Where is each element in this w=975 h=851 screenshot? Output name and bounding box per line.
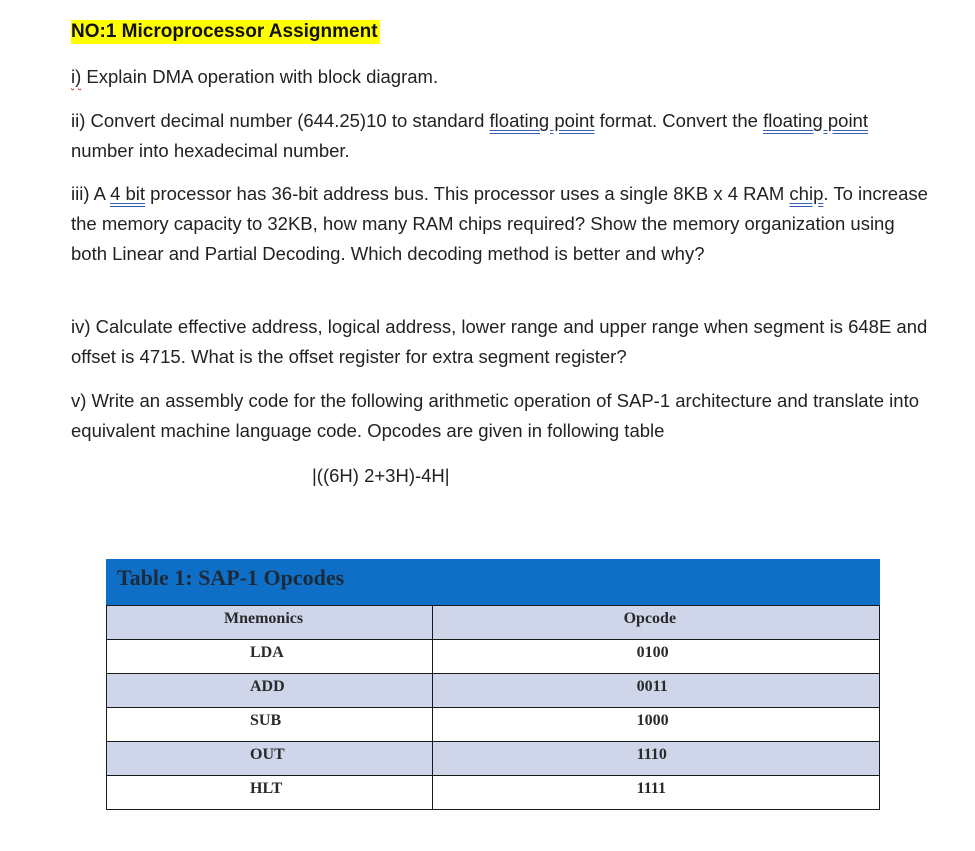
- table-header-row: [107, 606, 880, 640]
- question-4: iv) Calculate effective address, logical address, lower range and upper range when segment is 648E and offset is 4715. What is the offset register for extra segment register?: [71, 316, 928, 367]
- question-2-text-c: number into hexadecimal number.: [71, 140, 350, 161]
- table-row: [107, 708, 880, 742]
- question-1-text: Explain DMA operation with block diagram.: [81, 66, 439, 87]
- question-3-text-b: processor has 36-bit address bus. This processor uses a single 8KB x 4 RAM: [145, 183, 790, 204]
- table-row: [107, 640, 880, 674]
- question-2-text-a: ii) Convert decimal number (644.25)10 to standard: [71, 110, 490, 131]
- formula: |((6H) 2+3H)-4H|: [312, 465, 450, 486]
- question-2-term-a: floating point: [489, 110, 595, 131]
- question-5: v) Write an assembly code for the following arithmetic operation of SAP-1 architecture and translate into equivalent machine language code. Opcodes are given in following table: [71, 390, 919, 441]
- document-title: NO:1 Microprocessor Assignment: [71, 21, 378, 42]
- opcode-cell: 0011: [432, 674, 879, 708]
- question-2-term-b: floating point: [763, 110, 868, 131]
- header-opcode: Opcode: [432, 606, 879, 640]
- header-mnemonics: Mnemonics: [107, 606, 433, 640]
- question-3-term-b: chip: [789, 183, 824, 204]
- question-1: [71, 62, 931, 92]
- question-3-term-a: 4 bit: [110, 183, 146, 204]
- table-caption: Table 1: SAP-1 Opcodes: [106, 559, 880, 605]
- mnemonic-cell: HLT: [107, 776, 433, 810]
- table-row: [107, 742, 880, 776]
- opcode-cell: 1111: [432, 776, 879, 810]
- table-row: [107, 674, 880, 708]
- opcode-cell: 1000: [432, 708, 879, 742]
- table-row: [107, 776, 880, 810]
- mnemonic-cell: OUT: [107, 742, 433, 776]
- question-2-text-b: format. Convert the: [594, 110, 764, 131]
- mnemonic-cell: SUB: [107, 708, 433, 742]
- opcode-cell: 1110: [432, 742, 879, 776]
- question-3-text-c: . To increase the memory capacity to 32KB, how many RAM chips required? Show the memory organization using both Linear and Partial Decoding. Which decoding method is better and why?: [71, 183, 928, 264]
- opcode-table: [106, 559, 880, 810]
- opcode-table-grid: [106, 605, 880, 810]
- mnemonic-cell: ADD: [107, 674, 433, 708]
- question-1-prefix: i): [71, 66, 82, 87]
- question-3: [71, 179, 933, 269]
- mnemonic-cell: LDA: [107, 640, 433, 674]
- opcode-cell: 0100: [432, 640, 879, 674]
- question-3-text-a: iii) A: [71, 183, 111, 204]
- question-2: [71, 106, 926, 166]
